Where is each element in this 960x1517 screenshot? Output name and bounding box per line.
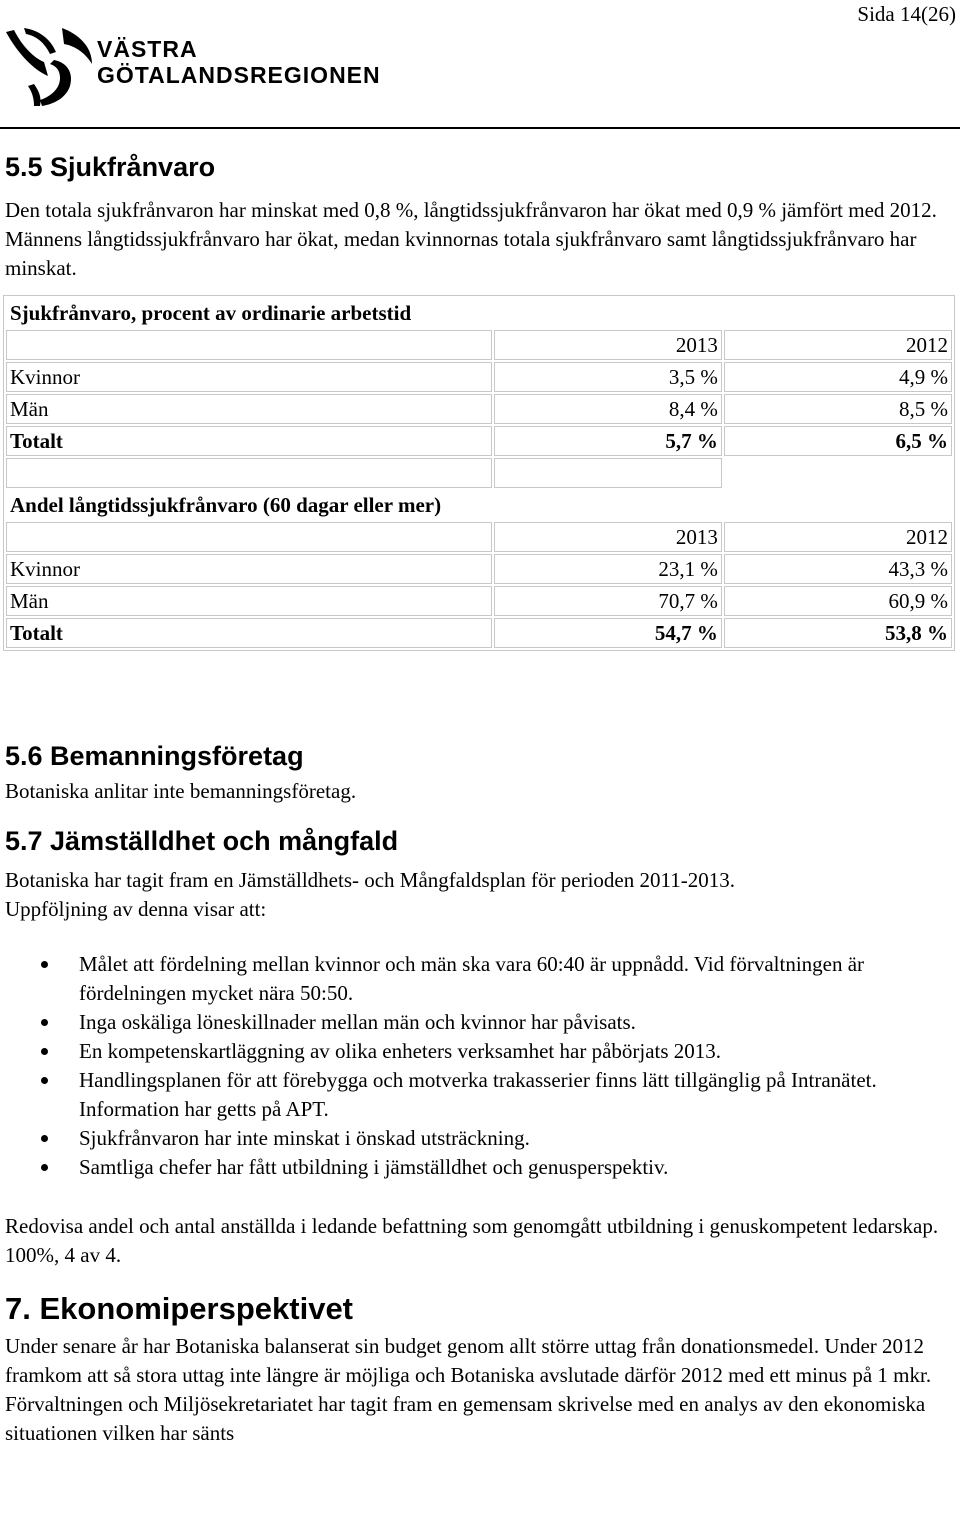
section-ekonomiperspektivet	[5, 1290, 957, 1448]
list-item-text: Samtliga chefer har fått utbildning i jämställdhet och genusperspektiv.	[79, 1155, 669, 1179]
table-cell: 53,8 %	[724, 618, 952, 648]
table-title: Sjukfrånvaro, procent av ordinarie arbetstid	[6, 298, 952, 328]
table-cell	[6, 522, 492, 552]
table-header-cell: 2012	[724, 522, 952, 552]
list-item	[5, 1037, 957, 1066]
section-paragraph: Botaniska anlitar inte bemanningsföretag.	[5, 779, 357, 803]
vastra-gotalandsregionen-logo	[4, 24, 384, 108]
logo-text-line1: VÄSTRA	[97, 36, 198, 62]
bullet-icon	[41, 1164, 48, 1171]
table-header-cell: 2012	[724, 330, 952, 360]
table-title: Andel långtidssjukfrånvaro (60 dagar eller mer)	[6, 490, 952, 520]
table-cell: 4,9 %	[724, 362, 952, 392]
table-row-label: Kvinnor	[6, 554, 492, 584]
bullet-icon	[41, 961, 48, 968]
section-heading: 5.5 Sjukfrånvaro	[5, 152, 216, 182]
list-item-text: En kompetenskartläggning av olika enheters verksamhet har påbörjats 2013.	[79, 1039, 722, 1063]
list-item-text: Handlingsplanen för att förebygga och motverka trakasserier finns lätt tillgänglig på Intranätet. Information har getts på APT.	[79, 1068, 877, 1121]
follow-up-list	[5, 950, 957, 1182]
table-row-label: Kvinnor	[6, 362, 492, 392]
sick-leave-table	[3, 295, 955, 651]
table-cell	[6, 330, 492, 360]
section-paragraph: Den totala sjukfrånvaron har minskat med 0,8 %, långtidssjukfrånvaron har ökat med 0,9 % jämfört med 2012. Männens långtidssjukfrånvaro har ökat, medan kvinnornas totala sjukfrånvaro samt långtidssjukfrånvaro har minskat.	[5, 198, 937, 280]
list-item-text: Inga oskäliga löneskillnader mellan män och kvinnor har påvisats.	[79, 1010, 636, 1034]
table-total-row	[6, 426, 952, 456]
table-row	[6, 586, 952, 616]
table-cell: 5,7 %	[494, 426, 722, 456]
table-row-label: Män	[6, 586, 492, 616]
section-paragraph: Botaniska har tagit fram en Jämställdhets- och Mångfaldsplan för perioden 2011-2013.	[5, 868, 735, 892]
table-cell: 3,5 %	[494, 362, 722, 392]
section-paragraph: Uppföljning av denna visar att:	[5, 897, 267, 921]
table-cell: 8,5 %	[724, 394, 952, 424]
table-header-cell: 2013	[494, 330, 722, 360]
list-item-text: Sjukfrånvaron har inte minskat i önskad utsträckning.	[79, 1126, 530, 1150]
section-bemanningsforetag	[5, 739, 957, 806]
table-cell	[6, 458, 492, 488]
bullet-icon	[41, 1048, 48, 1055]
list-item	[5, 1153, 957, 1182]
list-item	[5, 950, 957, 1008]
table-cell: 60,9 %	[724, 586, 952, 616]
table-cell	[494, 458, 722, 488]
table-spacer-row	[6, 458, 952, 488]
section-paragraph: Redovisa andel och antal anställda i ledande befattning som genomgått utbildning i genuskompetent ledarskap. 100%, 4 av 4.	[5, 1214, 939, 1267]
header-rule	[0, 127, 960, 129]
section-jamstalldhet	[5, 824, 957, 1270]
logo-mark-icon	[4, 24, 94, 108]
table-row	[6, 362, 952, 392]
table-cell: 8,4 %	[494, 394, 722, 424]
table-row-label: Totalt	[6, 618, 492, 648]
section-heading: 5.6 Bemanningsföretag	[5, 741, 304, 771]
bullet-icon	[41, 1077, 48, 1084]
table-cell	[724, 458, 952, 488]
table-row-label: Män	[6, 394, 492, 424]
table-header-row	[6, 330, 952, 360]
table-cell: 23,1 %	[494, 554, 722, 584]
list-item-text: Målet att fördelning mellan kvinnor och män ska vara 60:40 är uppnådd. Vid förvaltningen är fördelningen mycket nära 50:50.	[79, 952, 865, 1005]
section-heading: 7. Ekonomiperspektivet	[5, 1291, 354, 1326]
table-total-row	[6, 618, 952, 648]
bullet-icon	[41, 1135, 48, 1142]
table-row	[6, 394, 952, 424]
list-item	[5, 1008, 957, 1037]
table-row-label: Totalt	[6, 426, 492, 456]
table-header-cell: 2013	[494, 522, 722, 552]
list-item	[5, 1124, 957, 1153]
page-number: Sida 14(26)	[857, 2, 956, 26]
table-cell: 6,5 %	[724, 426, 952, 456]
list-item	[5, 1066, 957, 1124]
table-cell: 54,7 %	[494, 618, 722, 648]
table-cell: 70,7 %	[494, 586, 722, 616]
section-heading: 5.7 Jämställdhet och mångfald	[5, 826, 399, 856]
section-paragraph: Under senare år har Botaniska balanserat sin budget genom allt större uttag från donationsmedel. Under 2012 framkom att så stora uttag inte längre är möjliga och Botaniska avslutade därför 2012 med ett minus på 1 mkr. Förvaltningen och Miljösekretariatet har tagit fram en gemensam skrivelse med en analys av den ekonomiska situationen vilken har sänts	[5, 1334, 932, 1445]
section-sjukfranvaro	[5, 150, 957, 651]
table-cell: 43,3 %	[724, 554, 952, 584]
document-body	[5, 150, 957, 1448]
table-header-row	[6, 522, 952, 552]
bullet-icon	[41, 1019, 48, 1026]
table-row	[6, 554, 952, 584]
logo-text-line2: GÖTALANDSREGIONEN	[97, 62, 381, 88]
